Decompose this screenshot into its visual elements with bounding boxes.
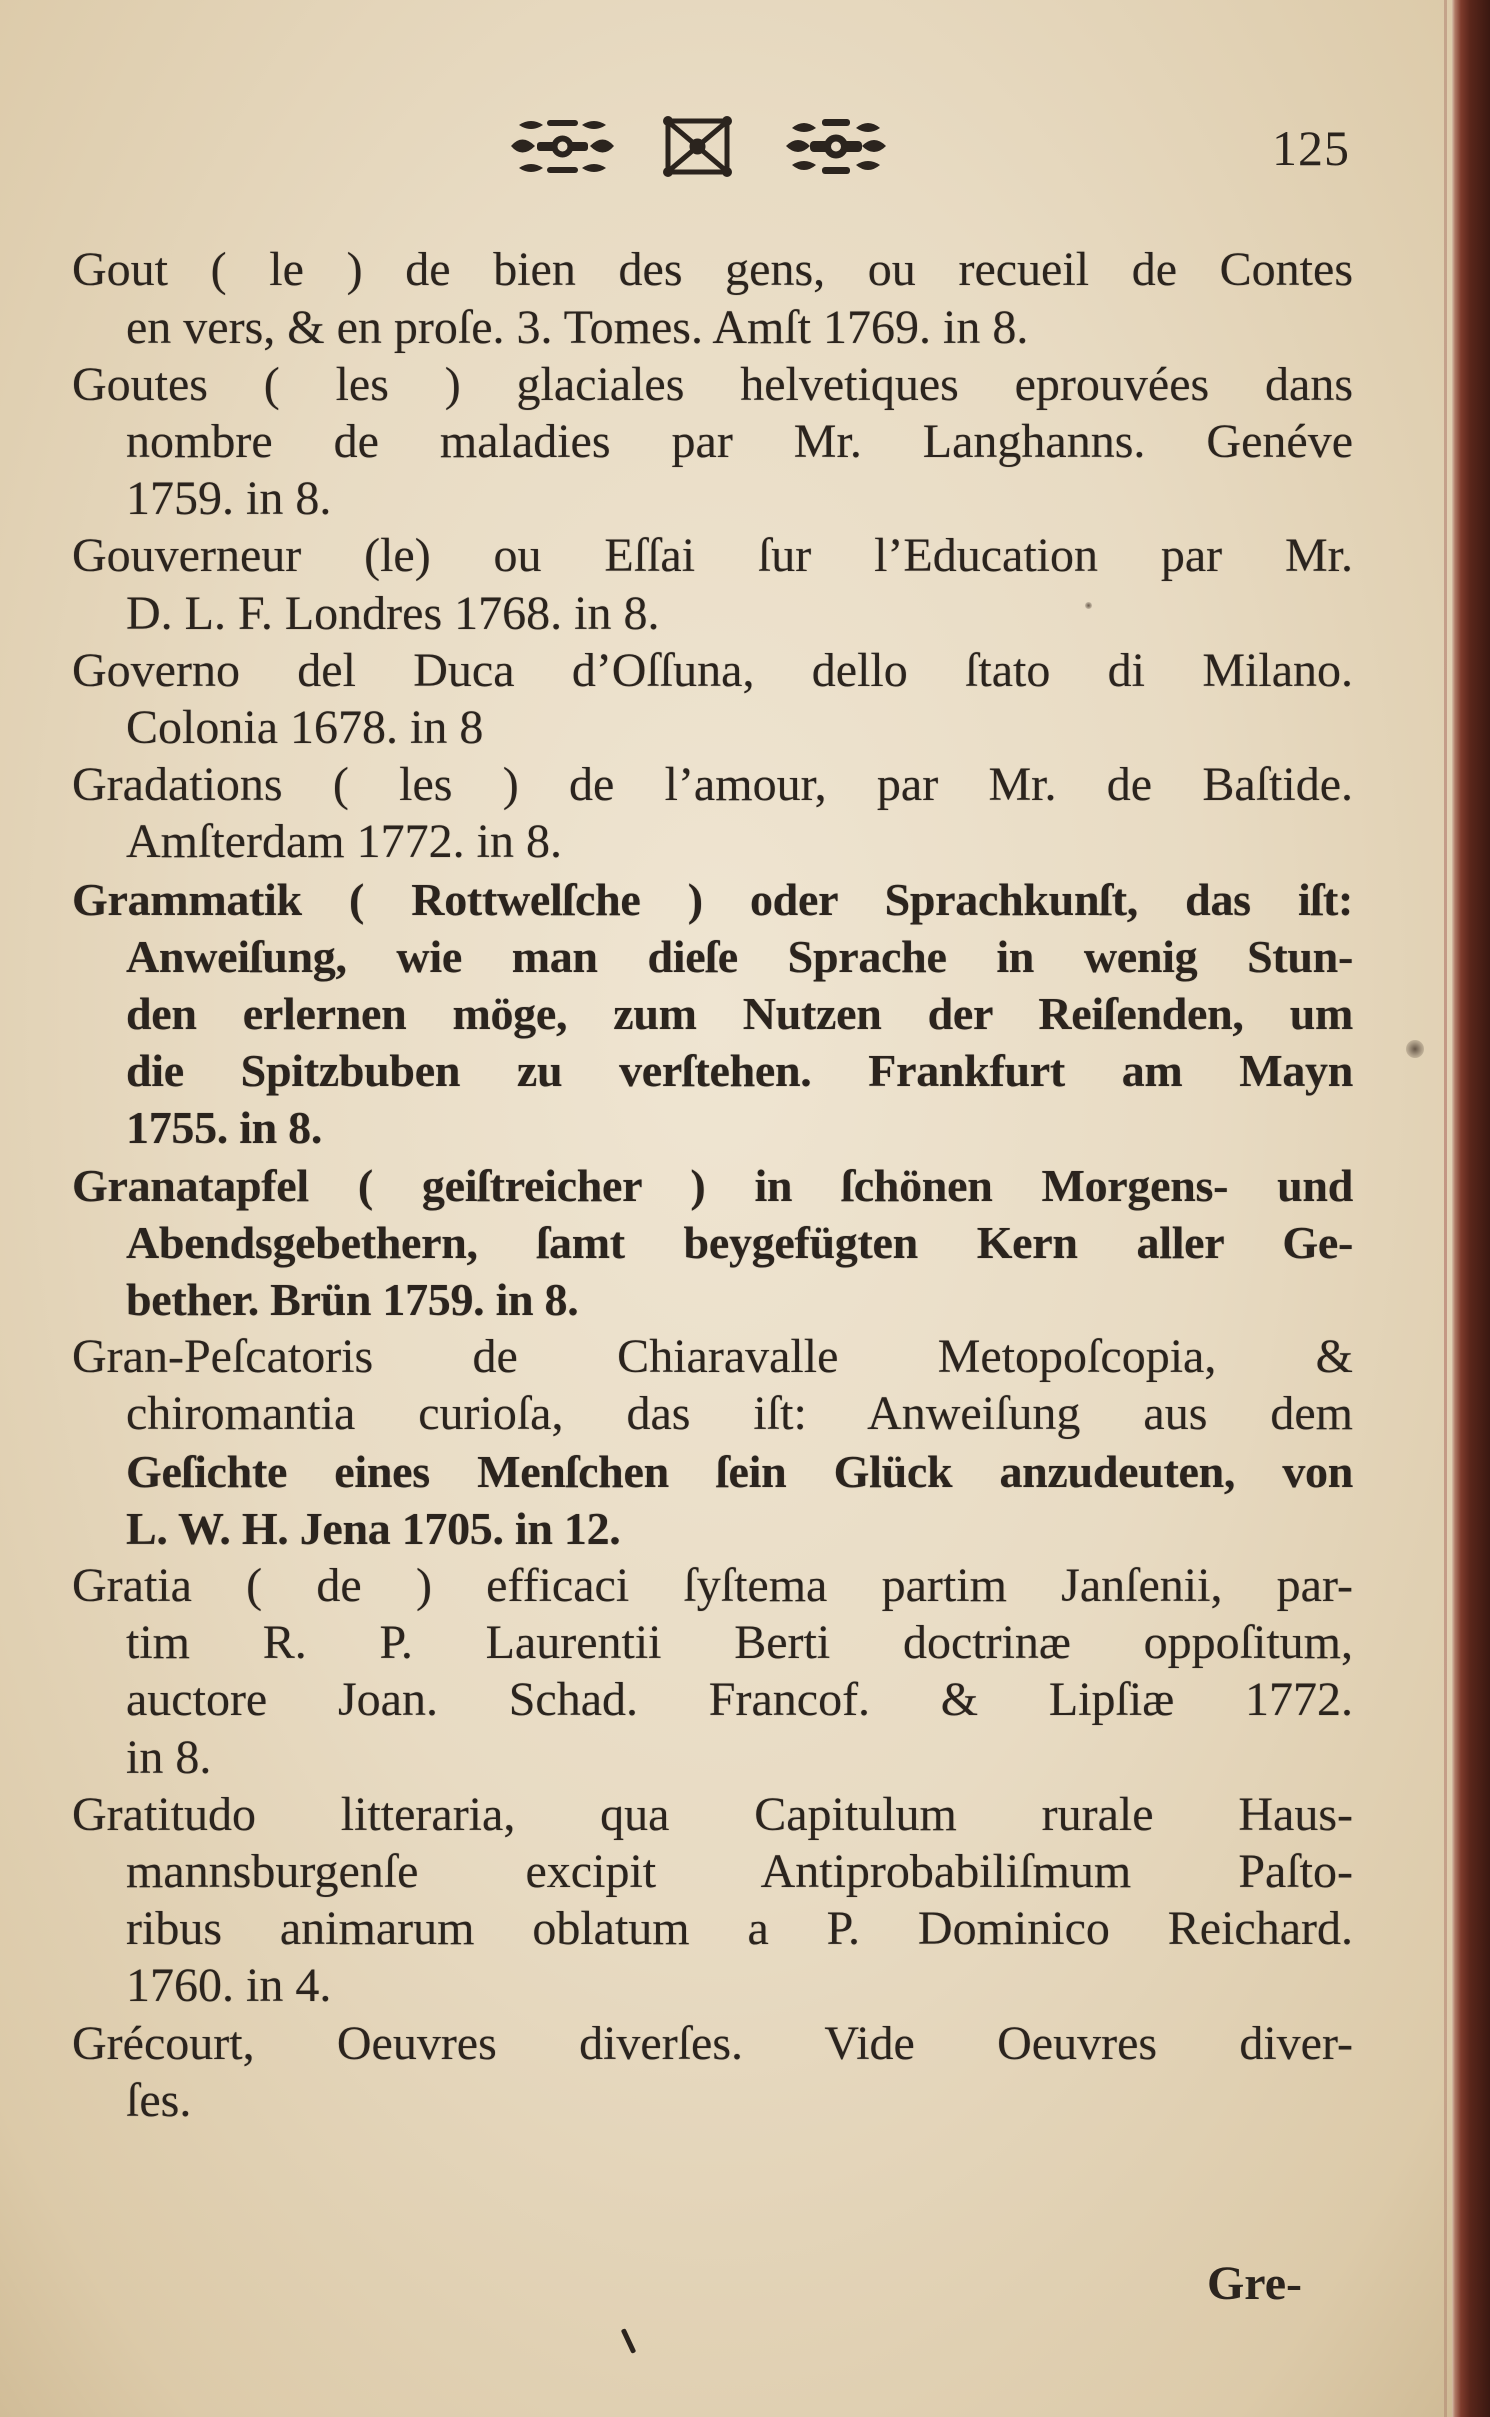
- entry-line: L. W. H. Jena 1705. in 12.: [126, 1502, 621, 1554]
- entry-line: in 8.: [126, 1730, 212, 1784]
- entry-line: nombre de maladies par Mr. Langhanns. Genéve: [126, 415, 1353, 468]
- catchword: Gre-: [1206, 2257, 1302, 2310]
- entry-line: Colonia 1678. in 8: [126, 701, 484, 754]
- entry-headword-line: Grécourt, Oeuvres diverſes. Vide Oeuvres diver-: [72, 2016, 1353, 2070]
- entry-line: den erlernen möge, zum Nutzen der Reiſenden, um: [126, 988, 1353, 1039]
- entry-headword-line: Granatapfel ( geiſtreicher ) in ſchönen Morgens- und: [72, 1159, 1353, 1211]
- entry-line: Anweiſung, wie man dieſe Sprache in wenig Stun-: [126, 930, 1353, 982]
- entry-line: D. L. F. Londres 1768. in 8.: [126, 586, 660, 640]
- entry-line: en vers, & en proſe. 3. Tomes. Amſt 1769. in 8.: [126, 300, 1029, 354]
- entry-line: bether. Brün 1759. in 8.: [126, 1274, 579, 1325]
- entry-headword-line: Goutes ( les ) glaciales helvetiques eprouvées dans: [72, 357, 1353, 411]
- printer-mark: [621, 2328, 637, 2354]
- entry-headword-line: Gran-Peſcatoris de Chiaravalle Metopoſcopia, &: [72, 1330, 1353, 1384]
- square-fleuron-ornament-icon: [663, 116, 732, 177]
- entry-line: Abendsgebethern, ſamt beygefügten Kern aller Ge-: [126, 1216, 1353, 1268]
- book-binding-edge: [1452, 0, 1490, 2417]
- entry-headword-line: Gradations ( les ) de l’amour, par Mr. de Baſtide.: [72, 758, 1353, 812]
- entry-line: auctore Joan. Schad. Francof. & Lipſiæ 1772.: [126, 1673, 1353, 1727]
- entry-line: 1759. in 8.: [126, 472, 332, 526]
- entry-headword-line: Gratia ( de ) efficaci ſyſtema partim Janſenii, par-: [72, 1559, 1353, 1612]
- entry-line: mannsburgenſe excipit Antiprobabiliſmum Paſto-: [126, 1845, 1353, 1898]
- entry-headword-line: Gratitudo litteraria, qua Capitulum rurale Haus-: [72, 1787, 1353, 1841]
- fleuron-ornament-icon: [509, 116, 616, 177]
- entry-line: 1755. in 8.: [126, 1102, 323, 1154]
- entry-line: 1760. in 4.: [126, 1959, 332, 2013]
- entry-headword-line: Gout ( le ) de bien des gens, ou recueil de Contes: [72, 243, 1353, 297]
- entry-line: tim R. P. Laurentii Berti doctrinæ oppoſitum,: [126, 1616, 1353, 1670]
- entry-headword-line: Gouverneur (le) ou Eſſai ſur l’Education par Mr.: [72, 529, 1353, 583]
- entry-line: ribus animarum oblatum a P. Dominico Reichard.: [126, 1902, 1353, 1956]
- entry-line: Amſterdam 1772. in 8.: [126, 815, 562, 869]
- entry-line: chiromantia curioſa, das iſt: Anweiſung aus dem: [126, 1387, 1353, 1441]
- entry-line: die Spitzbuben zu verſtehen. Frankfurt am Mayn: [126, 1045, 1353, 1097]
- fleuron-ornament-icon: [786, 116, 886, 177]
- page-number: 125: [1272, 120, 1350, 176]
- entry-line: Geſichte eines Menſchen ſein Glück anzudeuten, von: [126, 1445, 1353, 1497]
- ink-speck: [1085, 602, 1092, 609]
- entry-headword-line: Governo del Duca d’Oſſuna, dello ſtato di Milano.: [72, 643, 1353, 697]
- page-fold-shadow: [1444, 0, 1447, 2417]
- entry-headword-line: Grammatik ( Rottwelſche ) oder Sprachkunſt, das iſt:: [72, 873, 1353, 925]
- ink-smudge: [1406, 1040, 1424, 1058]
- entry-line: ſes.: [126, 2073, 192, 2127]
